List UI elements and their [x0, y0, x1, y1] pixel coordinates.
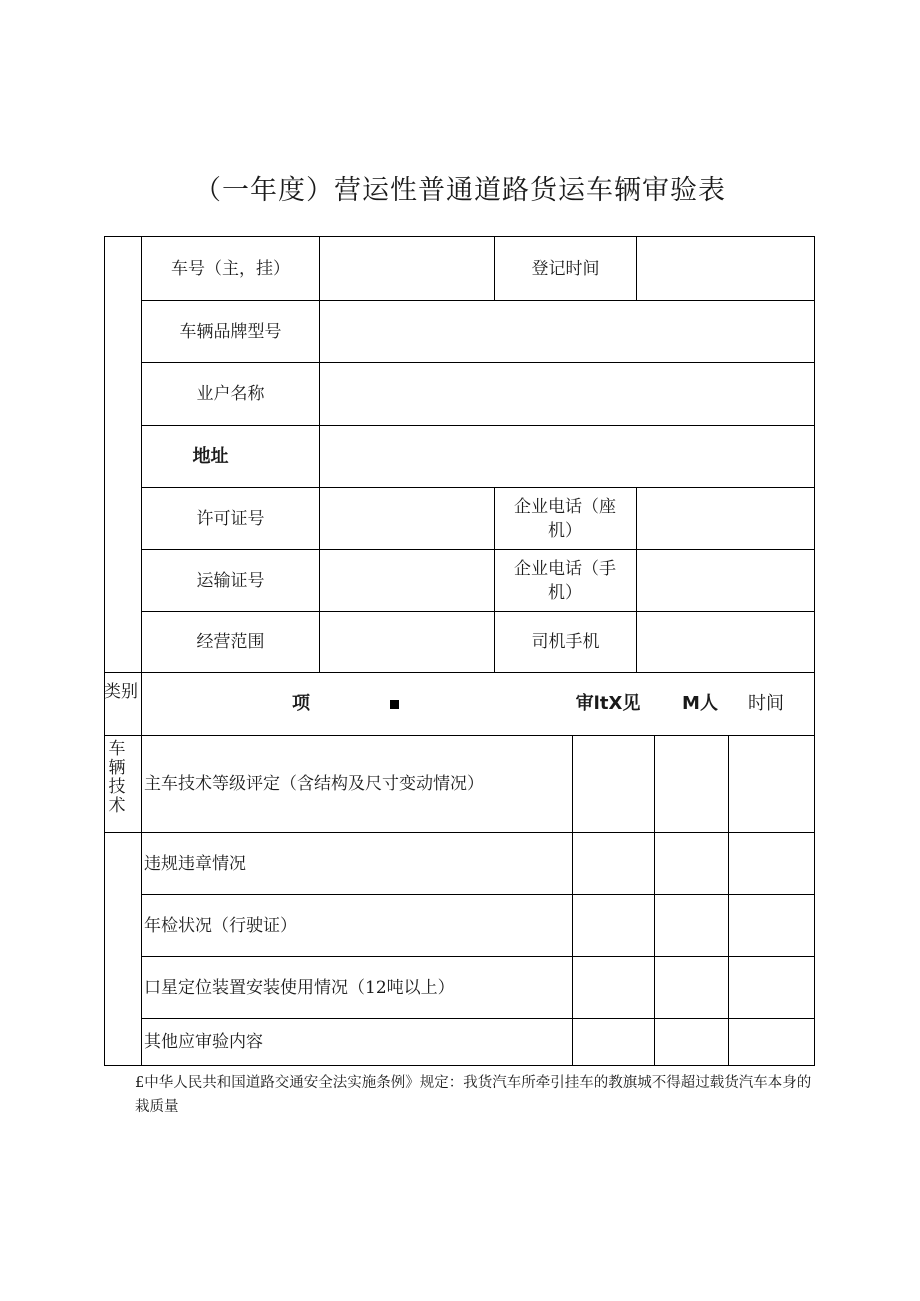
plate-number-field[interactable] — [320, 237, 494, 300]
transport-cert-label: 运输证号 — [196, 570, 265, 591]
address-field[interactable] — [320, 426, 814, 487]
item-header-label: 项 — [292, 693, 310, 714]
mobile-phone-field[interactable] — [637, 550, 814, 611]
item-violations: 违规违章情况 — [144, 853, 246, 874]
item-header — [142, 673, 572, 735]
review-opinion-header: 审ltX见 — [575, 693, 641, 714]
item-other: 其他应审验内容 — [144, 1032, 263, 1052]
permit-number-field[interactable] — [320, 488, 494, 549]
owner-name-field[interactable] — [320, 363, 814, 425]
footnote: £中华人民共和国道路交通安全法实施条例》规定：我货汽车所牵引挂车的教旗城不得超过载货汽车本身的栽质量 — [135, 1075, 812, 1115]
transport-cert-field[interactable] — [320, 550, 494, 611]
time-header: 时间 — [748, 693, 784, 714]
table-border-bottom — [104, 1065, 815, 1066]
vehicle-brand-field[interactable] — [320, 301, 814, 362]
table-border-left — [104, 236, 105, 1066]
time-cell[interactable] — [729, 736, 814, 832]
item-annual-inspection: 年检状况（行驶证） — [144, 915, 297, 936]
business-scope-label: 经营范围 — [196, 632, 265, 652]
landline-phone-label: 企业电话（座机） — [514, 496, 616, 541]
address-label: 地址 — [192, 445, 229, 467]
reviewer-header: M人 — [682, 693, 718, 714]
category-vehicle-tech: 车辆技术 — [108, 739, 126, 816]
landline-phone-field[interactable] — [637, 488, 814, 549]
item-tech-grade: 主车技术等级评定（含结构及尺寸变动情况） — [144, 774, 484, 794]
owner-name-label: 业户名称 — [196, 384, 265, 404]
table-border-right — [814, 236, 815, 1066]
mobile-phone-label: 企业电话（手机） — [514, 558, 616, 603]
vehicle-brand-label: 车辆品牌型号 — [179, 321, 282, 342]
driver-phone-label: 司机手机 — [531, 632, 600, 652]
registration-time-field[interactable] — [637, 237, 814, 300]
reviewer-cell[interactable] — [655, 736, 728, 832]
permit-number-label: 许可证号 — [196, 508, 265, 529]
registration-time-label: 登记时间 — [531, 258, 600, 279]
plate-number-label: 车号（主，挂） — [171, 258, 290, 279]
business-scope-field[interactable] — [320, 612, 494, 672]
driver-phone-field[interactable] — [637, 612, 814, 672]
page-title: （一年度）营运性普通道路货运车辆审验表 — [194, 175, 726, 206]
square-bullet-icon — [390, 700, 399, 709]
opinion-cell[interactable] — [573, 736, 654, 832]
category-header: 类别 — [104, 682, 138, 702]
item-gps-device: 口星定位装置安装使用情况（12吨以上） — [144, 977, 455, 998]
